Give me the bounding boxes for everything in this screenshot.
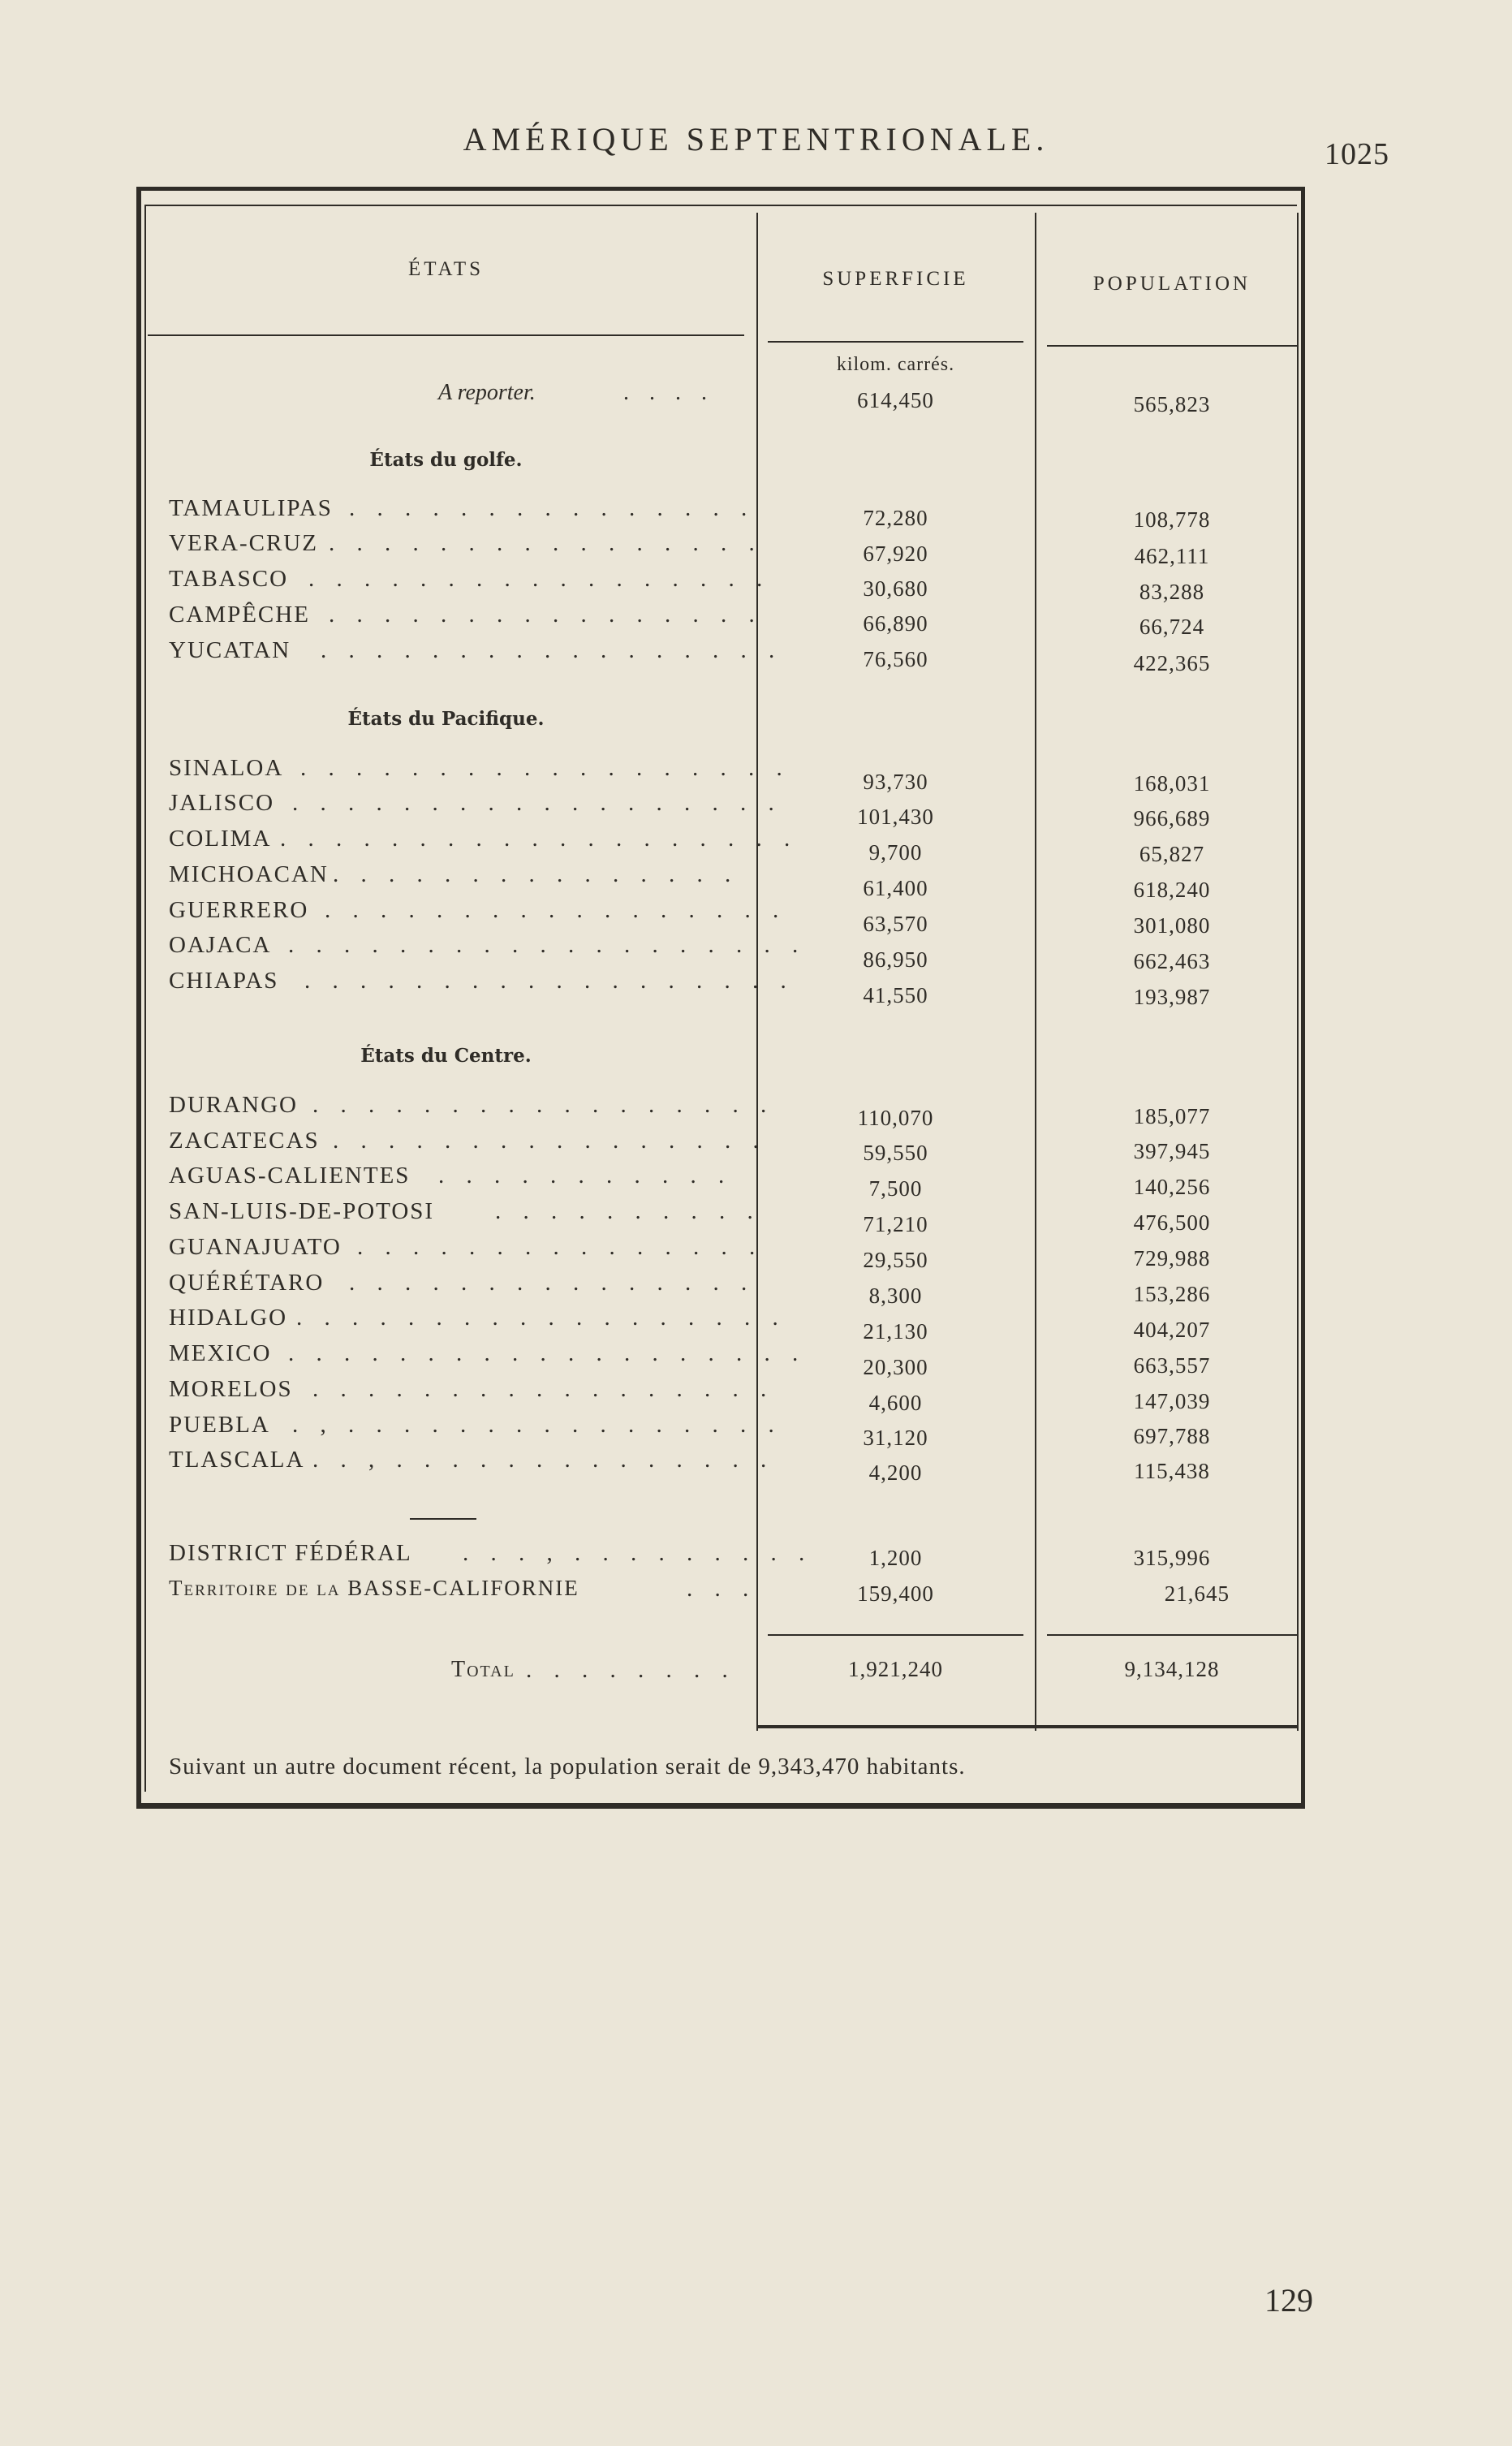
leader-dots: . . , . . . . . . . . . . . . . . [312,1447,775,1473]
state-area: 76,560 [863,647,928,671]
column-divider [1035,213,1036,1731]
state-area: 21,130 [863,1319,928,1344]
state-name: MORELOS [169,1376,293,1402]
state-population: 662,463 [1133,949,1211,973]
leader-dots: . . . . . . . . . . . . . . . . . [312,1092,775,1118]
state-area: 63,570 [863,912,928,936]
page-number: 1025 [1325,137,1389,171]
header-rule [148,334,744,336]
territory-population: 21,645 [1164,1581,1230,1606]
leader-dots: . . . . . . . . . . . . . . . [333,861,739,887]
leader-dots: . . . . . . . . . . . . . . . . . [325,897,787,923]
group-title-center: États du Centre. [360,1045,532,1067]
state-population: 476,500 [1133,1210,1211,1235]
state-area: 8,300 [868,1283,923,1308]
table-inner-top-rule [144,205,1297,206]
leader-dots: . . . . . . . . . . . . . . . . [329,530,763,556]
leader-dots: . . . . . . . . . . . . . . . . . . [296,1305,786,1331]
state-population: 422,365 [1133,651,1211,675]
leader-dots: . . . . . . . . [526,1657,736,1683]
state-area: 30,680 [863,576,928,601]
state-population: 193,987 [1133,985,1211,1009]
leader-dots: . . . . . . . . . . [495,1198,761,1224]
state-population: 168,031 [1133,771,1211,796]
leader-dots: . . . . . . . . . . . . . . . [349,1270,756,1296]
leader-dots: . . . . . . . . . . . . . . . . . . [304,968,795,994]
territory-main: BASSE-CALIFORNIE [347,1576,579,1600]
state-name: TLASCALA [169,1447,305,1473]
state-population: 697,788 [1133,1424,1211,1448]
section-separator [410,1518,476,1520]
leader-dots: . . . . . . . . . . . . . . . . . . . [288,932,807,958]
state-population: 65,827 [1139,842,1205,866]
state-population: 301,080 [1133,913,1211,938]
total-rule [768,1634,1023,1636]
total-area: 1,921,240 [848,1657,943,1681]
area-unit-note: kilom. carrés. [836,354,955,375]
state-area: 31,120 [863,1426,928,1450]
carried-forward-label: A reporter. [438,380,536,405]
state-area: 20,300 [863,1355,928,1379]
leader-dots: . . . . . . . . . . . . . . . . . . [292,790,782,816]
state-area: 41,550 [863,983,928,1007]
leader-dots: . . . , . . . . . . . . . [463,1540,813,1566]
table-footnote: Suivant un autre document récent, la population serait de 9,343,470 habitants. [169,1754,966,1779]
state-population: 397,945 [1133,1139,1211,1163]
state-population: 108,778 [1133,507,1211,532]
state-area: 9,700 [868,840,923,865]
running-title: AMÉRIQUE SEPTENTRIONALE. [463,121,1049,157]
state-area: 4,600 [868,1391,923,1415]
state-population: 966,689 [1133,806,1211,830]
table-inner-right-rule [1297,213,1299,1731]
state-name: GUERRERO [169,897,309,923]
territory-name [169,1576,579,1601]
state-name: HIDALGO [169,1305,288,1331]
state-area: 71,210 [863,1212,928,1236]
total-label: Total [451,1657,515,1682]
state-name: QUÉRÉTARO [169,1270,325,1296]
leader-dots: . . . . [623,380,714,405]
group-title-pacific: États du Pacifique. [347,708,545,730]
state-population: 185,077 [1133,1104,1211,1128]
state-area: 101,430 [857,805,934,829]
state-name: GUANAJUATO [169,1234,342,1260]
carried-forward-population: 565,823 [1133,392,1211,416]
state-population: 140,256 [1133,1175,1211,1199]
state-area: 7,500 [868,1176,923,1201]
state-name: TAMAULIPAS [169,495,333,521]
state-area: 86,950 [863,947,928,972]
state-area: 67,920 [863,541,928,566]
total-population: 9,134,128 [1124,1657,1220,1681]
state-name: SINALOA [169,755,284,781]
footer-page-number: 129 [1264,2282,1313,2319]
state-name: MEXICO [169,1340,272,1366]
state-population: 66,724 [1139,615,1205,639]
state-name: YUCATAN [169,637,291,663]
territory-area: 159,400 [857,1581,934,1606]
state-population: 618,240 [1133,878,1211,902]
leader-dots: . , . . . . . . . . . . . . . . . . [292,1412,782,1438]
state-area: 61,400 [863,876,928,900]
state-name: AGUAS-CALIENTES [169,1163,411,1188]
state-area: 4,200 [868,1460,923,1485]
state-area: 110,070 [857,1106,934,1130]
state-name: CHIAPAS [169,968,279,994]
district-area: 1,200 [868,1546,923,1570]
leader-dots: . . . . . . . . . . . . . . . . . [321,637,783,663]
page-header [0,114,1512,170]
state-name: ZACATECAS [169,1128,320,1154]
state-area: 93,730 [863,770,928,794]
state-population: 404,207 [1133,1318,1211,1342]
total-rule [1047,1634,1297,1636]
carried-forward-area: 614,450 [857,388,934,412]
state-area: 66,890 [863,611,928,636]
state-name: TABASCO [169,566,289,592]
state-name: JALISCO [169,790,275,816]
header-rule [768,341,1023,343]
state-name: COLIMA [169,826,272,852]
leader-dots: . . . . . . . . . . . [438,1163,733,1188]
leader-dots: . . . . . . . . . . . . . . . . . [308,566,771,592]
leader-dots: . . . . . . . . . . . . . . . . . [312,1376,775,1402]
district-population: 315,996 [1133,1546,1211,1570]
leader-dots: . . . . . . . . . . . . . . . . . . [300,755,790,781]
leader-dots: . . . [687,1576,757,1602]
state-population: 147,039 [1133,1389,1211,1413]
state-name: OAJACA [169,932,272,958]
header-rule [1047,345,1297,347]
column-header-states: ÉTATS [408,258,484,280]
state-name: DURANGO [169,1092,298,1118]
state-population: 115,438 [1134,1459,1210,1483]
state-population: 729,988 [1133,1246,1211,1270]
leader-dots: . . . . . . . . . . . . . . . . [329,602,763,628]
state-area: 29,550 [863,1248,928,1272]
state-name: SAN-LUIS-DE-POTOSI [169,1198,435,1224]
leader-dots: . . . . . . . . . . . . . . . . [333,1128,767,1154]
state-name: MICHOACAN [169,861,329,887]
group-title-gulf: États du golfe. [369,449,523,471]
territory-prefix: Territoire de la [169,1576,341,1600]
state-name: CAMPÊCHE [169,602,310,628]
table-inner-left-rule [144,205,146,1792]
table-bottom-rule [756,1725,1297,1728]
column-header-area: SUPERFICIE [822,268,969,290]
state-population: 153,286 [1133,1282,1211,1306]
state-population: 462,111 [1134,544,1210,568]
column-header-population: POPULATION [1092,273,1251,295]
state-name: VERA-CRUZ [169,530,318,556]
state-area: 59,550 [863,1141,928,1165]
state-population: 83,288 [1139,580,1205,604]
state-area: 72,280 [863,506,928,530]
state-population: 663,557 [1133,1353,1211,1378]
state-name: PUEBLA [169,1412,270,1438]
district-name: DISTRICT FÉDÉRAL [169,1540,412,1566]
leader-dots: . . . . . . . . . . . . . . . [357,1234,764,1260]
leader-dots: . . . . . . . . . . . . . . . [349,495,756,521]
leader-dots: . . . . . . . . . . . . . . . . . . . [288,1340,807,1366]
leader-dots: . . . . . . . . . . . . . . . . . . . [280,826,799,852]
